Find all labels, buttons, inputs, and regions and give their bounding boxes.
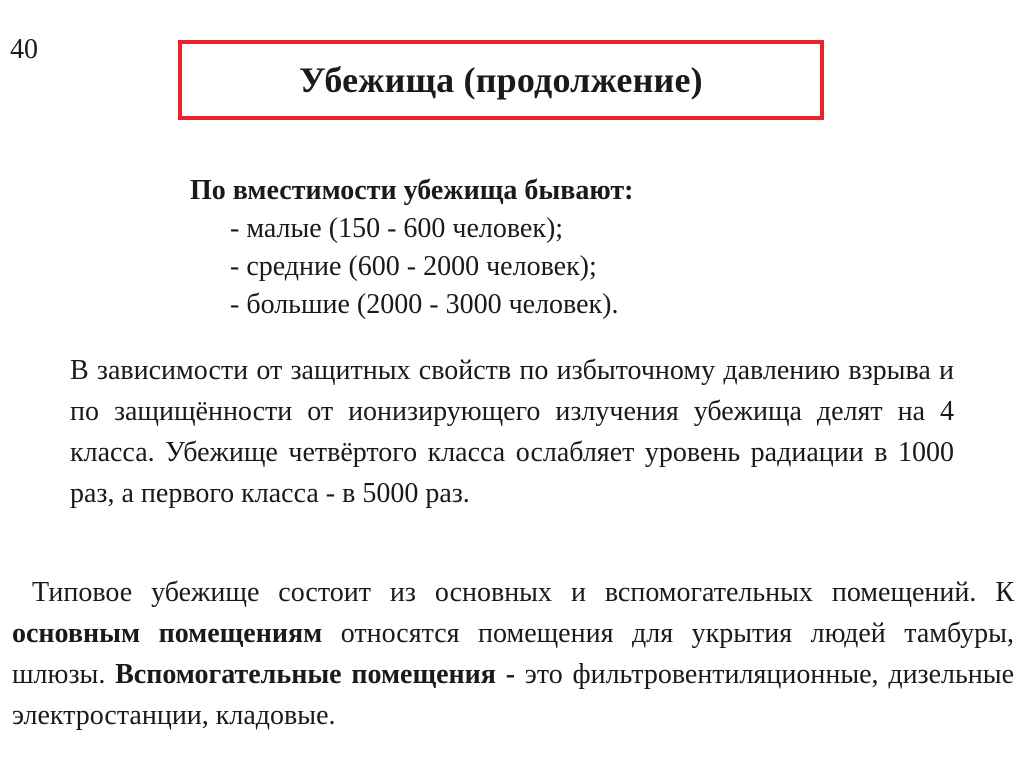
shelter-text-part-3: это фильтровентиляционные, дизельные электростанции, кладовые. — [12, 659, 1015, 731]
slide-number: 40 — [10, 34, 38, 65]
capacity-section — [190, 172, 810, 324]
auxiliary-rooms-term: Вспомогательные помещения - — [115, 659, 516, 690]
main-rooms-term: основным помещениям — [12, 618, 323, 649]
capacity-heading: По вместимости убежища бывают: — [190, 175, 634, 206]
protection-classes-paragraph: В зависимости от защитных свойств по избыточному давлению взрыва и по защищённости от ионизирующего излучения убежища делят на 4 класса. Убежище четвёртого класса ослабляет уровень радиации в 1000 раз, а первого класса - в 5000 раз. — [70, 355, 954, 509]
capacity-item-large: - большие (2000 - 3000 человек). — [230, 289, 619, 320]
capacity-item-medium: - средние (600 - 2000 человек); — [230, 251, 597, 282]
page-title: Убежища (продолжение) — [299, 60, 703, 100]
title-frame — [178, 40, 824, 120]
capacity-item-small: - малые (150 - 600 человек); — [230, 213, 564, 244]
capacity-list — [190, 210, 810, 324]
shelter-text-part-1: Типовое убежище состоит из основных и вспомогательных помещений. К — [32, 577, 1014, 608]
shelter-structure-paragraph — [12, 572, 1014, 736]
shelter-text-part-2: относятся помещения для укрытия людей тамбуры, шлюзы. — [12, 618, 1014, 690]
